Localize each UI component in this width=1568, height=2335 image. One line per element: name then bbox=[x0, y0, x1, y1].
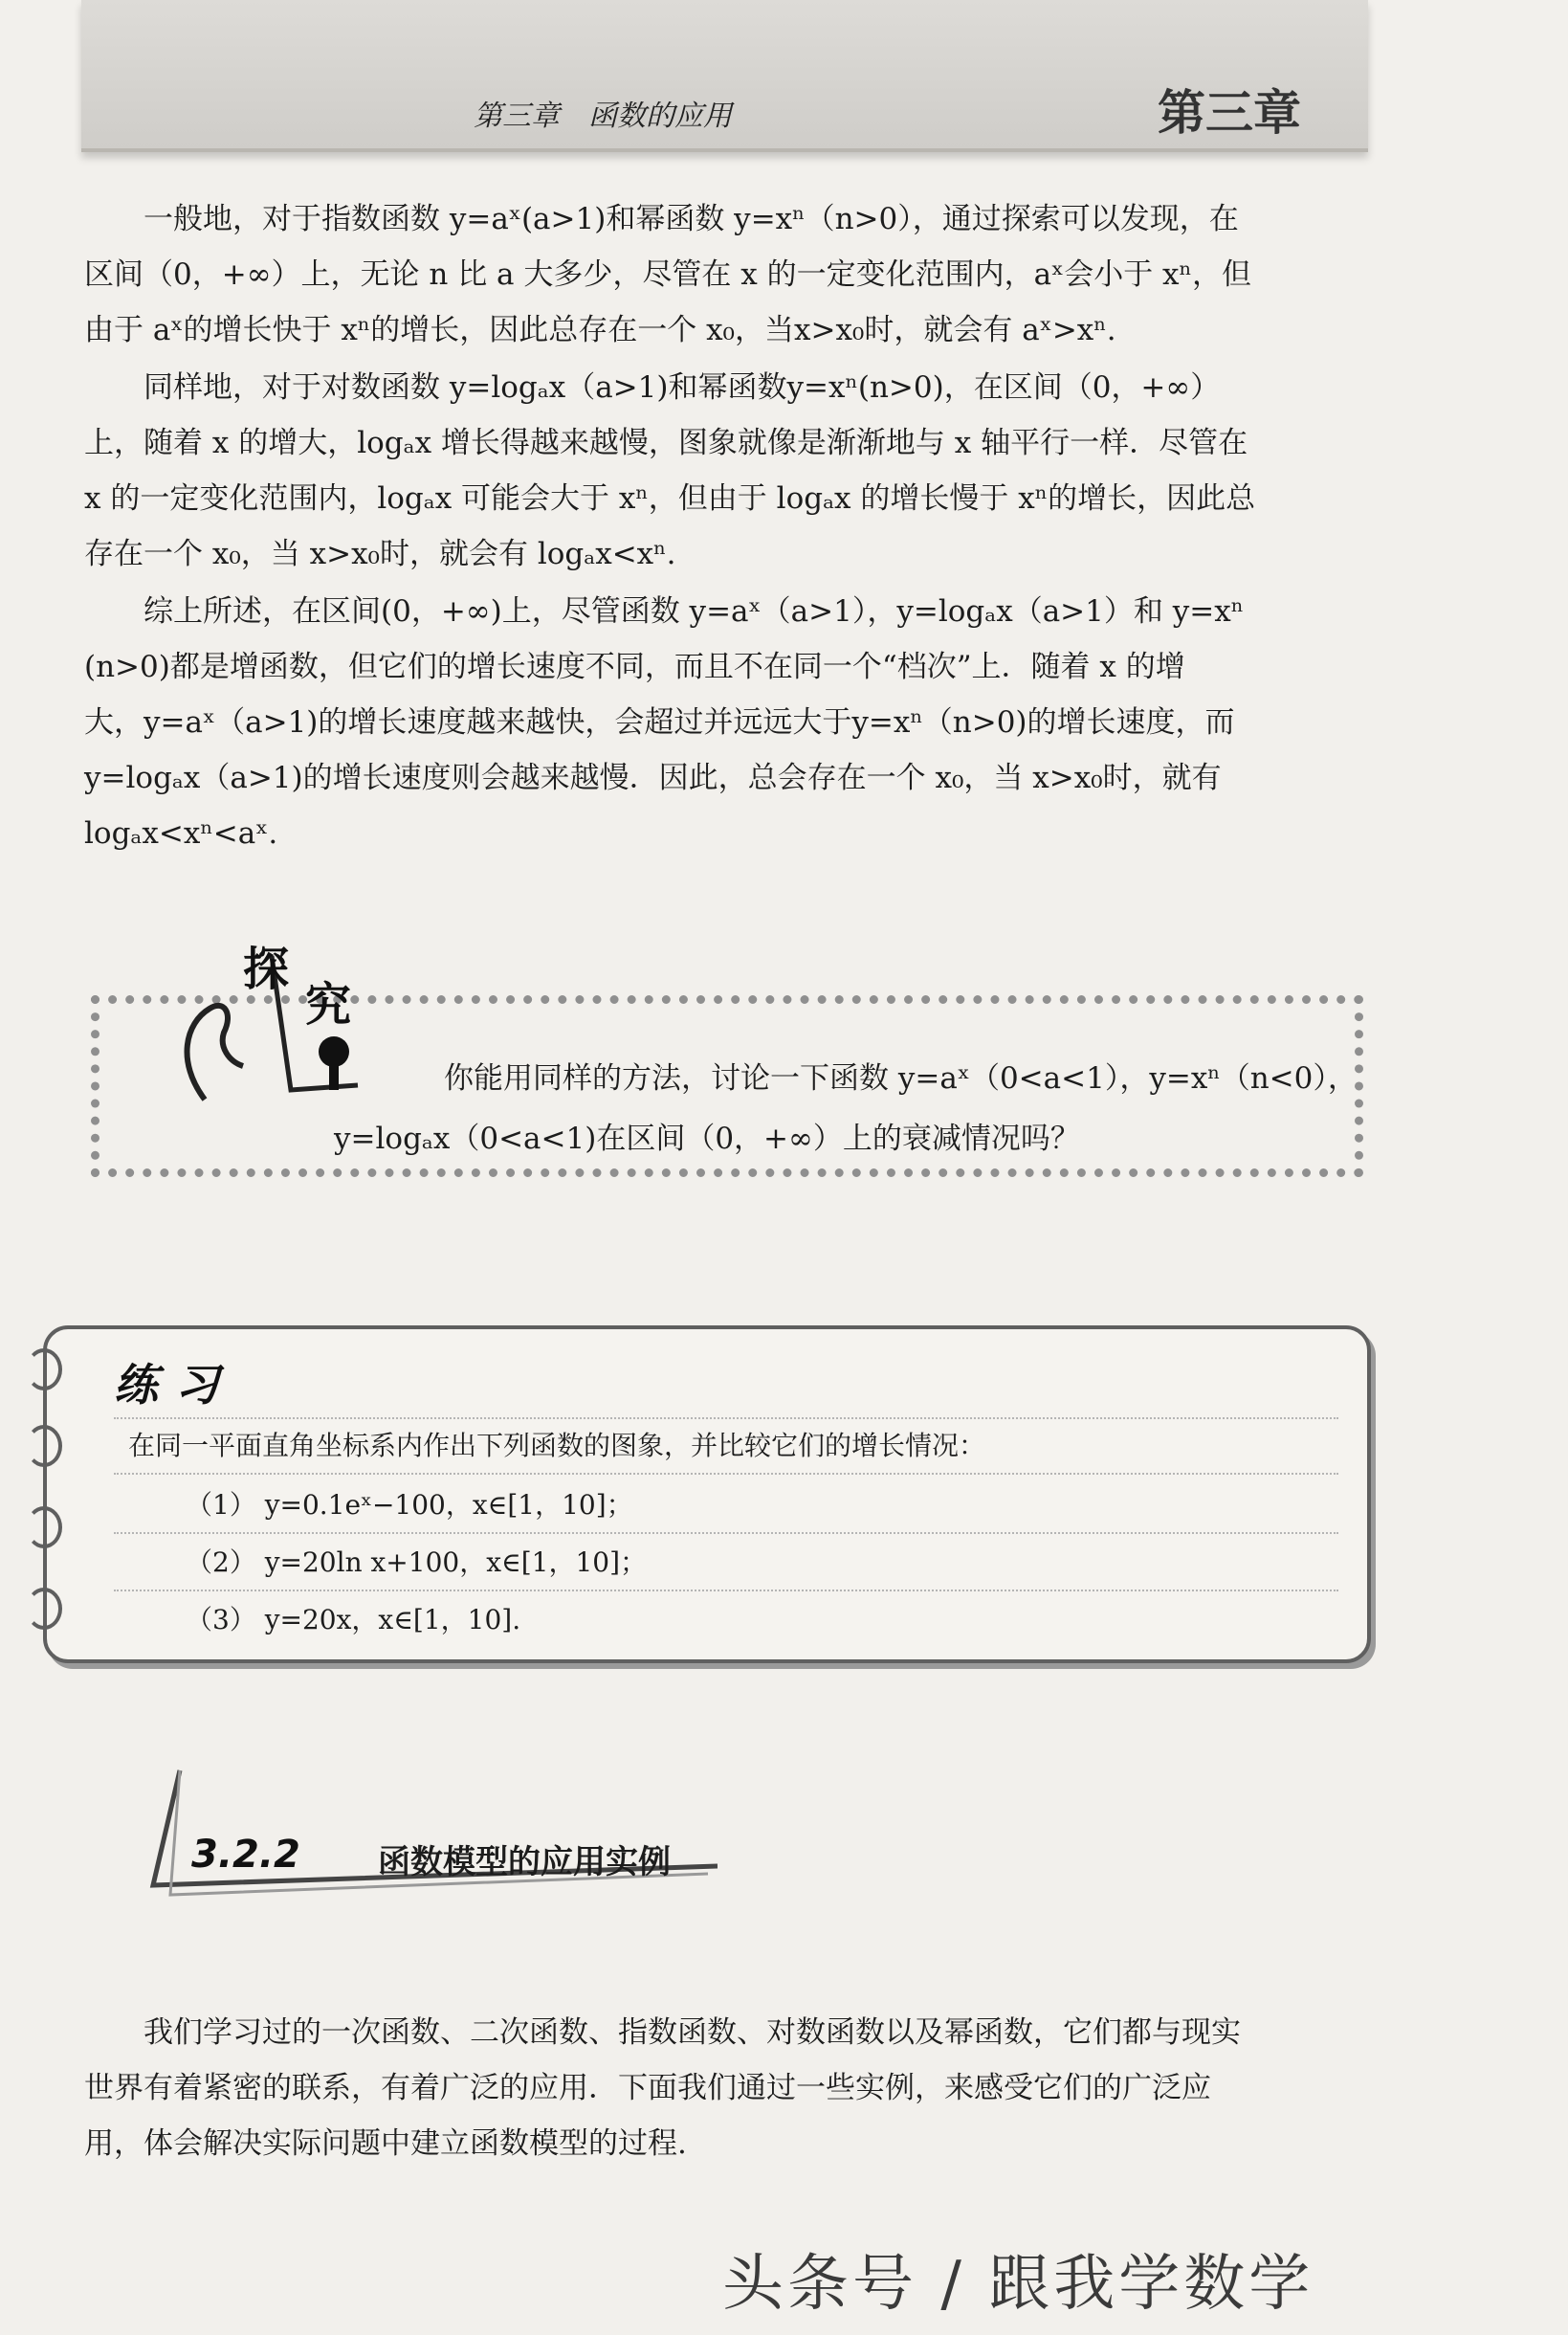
text-line: (n>0)都是增函数，但它们的增长速度不同，而且不在同一个“档次”上．随着 x 的增 bbox=[84, 650, 1185, 684]
text-line: 由于 aˣ的增长快于 xⁿ的增长，因此总存在一个 x₀，当x>x₀时，就会有 aˣ>xⁿ. bbox=[84, 313, 1116, 347]
chapter-label: 第三章 bbox=[1158, 85, 1301, 141]
explore-badge-second: 究 bbox=[305, 978, 352, 1032]
paragraph-log-vs-power bbox=[84, 360, 1376, 582]
divider bbox=[114, 1590, 1338, 1591]
practice-item: （3） y=20x，x∈[1，10]. bbox=[186, 1604, 521, 1635]
text-line: x 的一定变化范围内，logₐx 可能会大于 xⁿ，但由于 logₐx 的增长慢于 xⁿ的增长，因此总 bbox=[84, 481, 1256, 516]
explore-question-line: y=logₐx（0<a<1)在区间（0，+∞）上的衰减情况吗？ bbox=[334, 1122, 1080, 1156]
explore-badge-first: 探 bbox=[243, 943, 290, 996]
practice-item: （2） y=20ln x+100，x∈[1，10]； bbox=[186, 1546, 648, 1578]
section-title: 函数模型的应用实例 bbox=[378, 1843, 671, 1881]
binder-ring-icon bbox=[26, 1425, 62, 1467]
text-line: 存在一个 x₀，当 x>x₀时，就会有 logₐx<xⁿ. bbox=[84, 537, 676, 571]
divider bbox=[114, 1532, 1338, 1534]
text-line: 大，y=aˣ（a>1)的增长速度越来越快，会超过并远远大于y=xⁿ（n>0)的增长速度，而 bbox=[84, 705, 1235, 740]
paragraph-summary bbox=[84, 584, 1376, 861]
running-title: 第三章 函数的应用 bbox=[474, 100, 732, 133]
practice-title: 练习 bbox=[114, 1359, 236, 1411]
page-header bbox=[81, 0, 1368, 152]
text-line: 区间（0，+∞）上，无论 n 比 a 大多少，尽管在 x 的一定变化范围内，aˣ会小于 xⁿ，但 bbox=[84, 257, 1251, 292]
explore-question-line: 你能用同样的方法，讨论一下函数 y=aˣ（0<a<1），y=xⁿ（n<0）， bbox=[444, 1061, 1358, 1096]
text-line: 用，体会解决实际问题中建立函数模型的过程. bbox=[84, 2126, 687, 2161]
paragraph-exponential-vs-power bbox=[84, 191, 1376, 358]
text-line: 综上所述，在区间(0，+∞)上，尽管函数 y=aˣ（a>1），y=logₐx（a>1）和 y=xⁿ bbox=[144, 594, 1245, 629]
divider bbox=[114, 1473, 1338, 1475]
binder-ring-icon bbox=[26, 1348, 62, 1390]
paragraph-intro-models bbox=[84, 2005, 1376, 2171]
section-heading bbox=[144, 1761, 718, 1904]
text-line: 上，随着 x 的增大，logₐx 增长得越来越慢，图象就像是渐渐地与 x 轴平行一样．尽管在 bbox=[84, 426, 1248, 460]
divider bbox=[114, 1417, 1338, 1419]
practice-box bbox=[43, 1325, 1371, 1663]
practice-prompt: 在同一平面直角坐标系内作出下列函数的图象，并比较它们的增长情况： bbox=[128, 1430, 986, 1461]
explore-box bbox=[91, 943, 1363, 1177]
binder-ring-icon bbox=[26, 1588, 62, 1630]
text-line: 同样地，对于对数函数 y=logₐx（a>1)和幂函数y=xⁿ(n>0)，在区间（0，+∞） bbox=[144, 370, 1221, 405]
text-line: y=logₐx（a>1)的增长速度则会越来越慢．因此，总会存在一个 x₀，当 x>x₀时，就有 bbox=[84, 761, 1222, 795]
practice-item: （1） y=0.1eˣ−100，x∈[1，10]； bbox=[186, 1489, 633, 1521]
binder-ring-icon bbox=[26, 1506, 62, 1548]
text-line: 我们学习过的一次函数、二次函数、指数函数、对数函数以及幂函数，它们都与现实 bbox=[144, 2015, 1241, 2050]
text-line: logₐx<xⁿ<aˣ. bbox=[84, 816, 278, 851]
text-line: 一般地，对于指数函数 y=aˣ(a>1)和幂函数 y=xⁿ（n>0），通过探索可以发现，在 bbox=[144, 202, 1239, 236]
watermark: 头条号 / 跟我学数学 bbox=[722, 2249, 1314, 2320]
section-number: 3.2.2 bbox=[191, 1833, 300, 1877]
text-line: 世界有着紧密的联系，有着广泛的应用．下面我们通过一些实例，来感受它们的广泛应 bbox=[84, 2071, 1211, 2105]
